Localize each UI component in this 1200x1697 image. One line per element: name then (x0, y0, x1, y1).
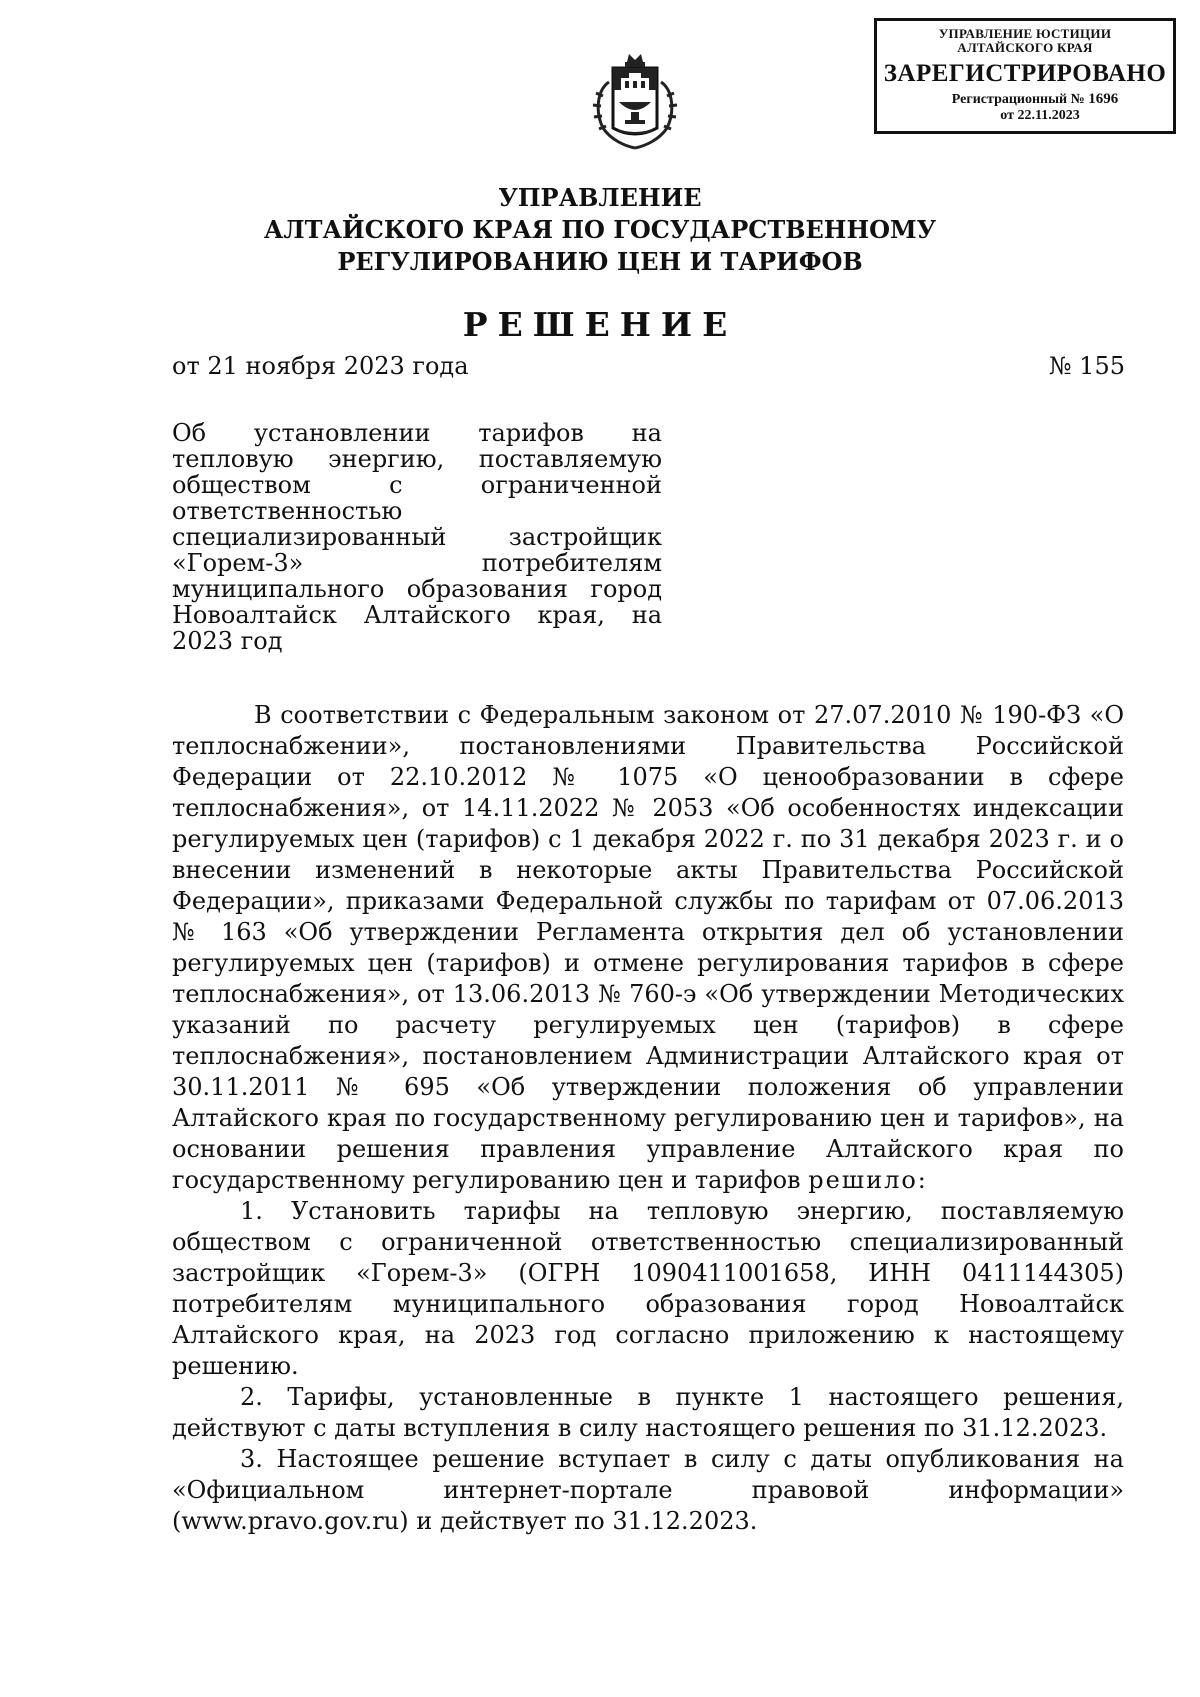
decision-item-3: 3. Настоящее решение вступает в силу с даты опубликования на «Официальном интернет-портале правовой информации» (www.pravo.gov.ru) и действует по 31.12.2023. (172, 1445, 1124, 1535)
stamp-date: 22.11.2023 (1017, 108, 1080, 123)
agency-name (200, 182, 1000, 278)
agency-line1: УПРАВЛЕНИЕ (498, 183, 702, 212)
document-title: РЕШЕНИЕ (462, 305, 738, 344)
document-body (172, 700, 1124, 1537)
decision-item-1: 1. Установить тарифы на тепловую энергию, поставляемую обществом с ограниченной ответственностью специализированный застройщик «Горем-3» (ОГРН 1090411001658, ИНН 0411144305) потребителям муниципального образования город Новоалтайск Алтайского края, на 2023 год согласно приложению к настоящему решению. (172, 1197, 1124, 1380)
agency-line2: АЛТАЙСКОГО КРАЯ ПО ГОСУДАРСТВЕННОМУ (263, 215, 937, 244)
registration-stamp (874, 18, 1176, 134)
stamp-org (877, 27, 1173, 55)
stamp-date-line (877, 108, 1173, 124)
preamble-text: В соответствии с Федеральным законом от 27.07.2010 № 190-ФЗ «О теплоснабжении», постановлениями Правительства Российской Федерации от 22.10.2012 № 1075 «О ценообразовании в сфере теплоснабжения», от 14.11.2022 № 2053 «Об особенностях индексации регулируемых цен (тарифов) с 1 декабря 2022 г. по 31 декабря 2023 г. и о внесении изменений в некоторые акты Правительства Российской Федерации», приказами Федеральной службы по тарифам от 07.06.2013 № 163 «Об утверждении Регламента открытия дел об установлении регулируемых цен (тарифов) и отмене регулирования тарифов в сфере теплоснабжения», от 13.06.2013 № 760-э «Об утверждении Методических указаний по расчету регулируемых цен (тарифов) в сфере теплоснабжения», постановлением Администрации Алтайского края от 30.11.2011 № 695 «Об утверждении положения об управлении Алтайского края по государственному регулированию цен и тарифов», на основании решения правления управление Алтайского края по государственному регулированию цен и тарифов (172, 701, 1124, 1194)
document-date: от 21 ноября 2023 года (172, 352, 469, 380)
altai-krai-coat-of-arms-icon (585, 40, 685, 150)
document-number: № 155 (1048, 352, 1125, 380)
agency-line3: РЕГУЛИРОВАНИЮ ЦЕН И ТАРИФОВ (337, 247, 863, 276)
preamble-paragraph (172, 700, 1124, 1196)
stamp-reg-number: 1696 (1088, 91, 1119, 107)
decision-item-2: 2. Тарифы, установленные в пункте 1 настоящего решения, действуют с даты вступления в силу настоящего решения по 31.12.2023. (172, 1383, 1124, 1442)
stamp-date-label: от (1000, 108, 1014, 123)
stamp-registration (877, 91, 1173, 108)
stamp-status: ЗАРЕГИСТРИРОВАНО (883, 60, 1167, 87)
document-subject: Об установлении тарифов на тепловую энергию, поставляемую обществом с ограниченной ответственностью специализированный застройщик «Горем-3» потребителям муниципального образования город Новоалтайск Алтайского края, на 2023 год (172, 419, 662, 655)
stamp-org-line2: АЛТАЙСКОГО КРАЯ (957, 40, 1093, 55)
stamp-reg-label: Регистрационный № (951, 92, 1085, 107)
stamp-org-line1: УПРАВЛЕНИЕ ЮСТИЦИИ (938, 26, 1112, 41)
resolved-word: решило: (808, 1166, 928, 1194)
